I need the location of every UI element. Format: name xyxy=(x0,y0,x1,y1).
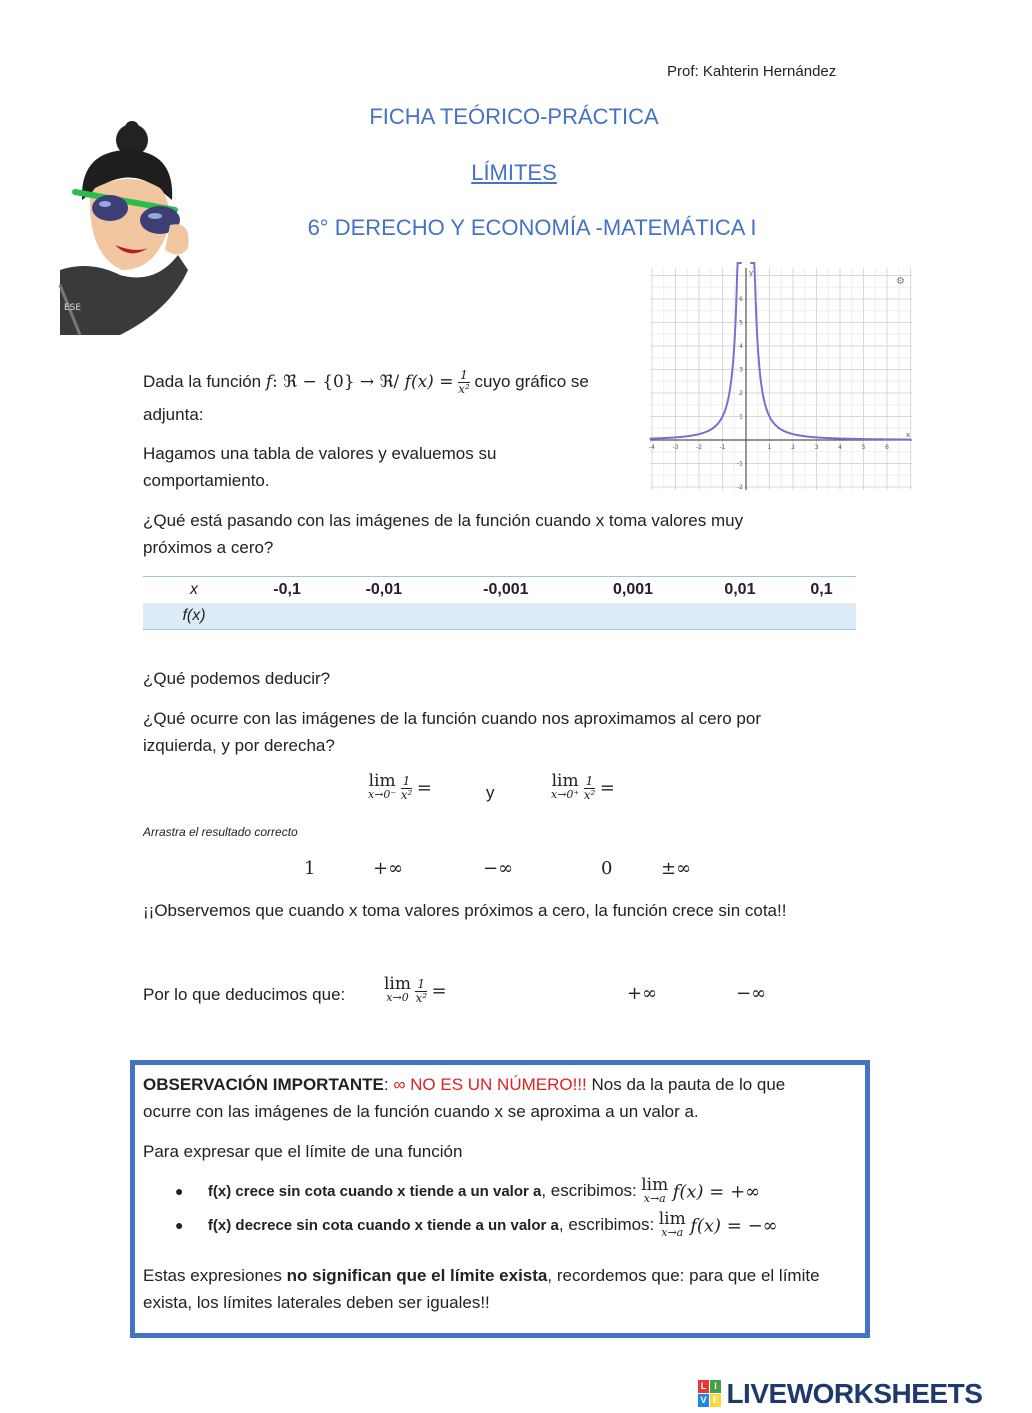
question-deduce: ¿Qué podemos deducir? xyxy=(143,669,331,688)
limit-right-fraction xyxy=(584,775,596,802)
note-line3: Para expresar que el límite de una función xyxy=(143,1142,463,1161)
bullet-1-math: f(x) = +∞ xyxy=(672,1181,761,1203)
deduce-label: Por lo que deducimos que: xyxy=(143,985,346,1004)
note-colon: : xyxy=(383,1075,394,1094)
table-input-fx[interactable] xyxy=(245,603,329,630)
bullet-2-bold: f(x) decrece sin cota cuando x tiende a un valor a xyxy=(207,1217,559,1234)
lim-sub-left: x→0⁻ xyxy=(368,788,397,801)
option-minus-infinity[interactable]: −∞ xyxy=(483,858,514,879)
x-tick-label: -1 xyxy=(719,444,726,451)
drag-hint: Arrastra el resultado correcto xyxy=(143,825,298,839)
svg-text:ESE: ESE xyxy=(64,303,82,313)
bullet-1-bold: f(x) crece sin cota cuando x tiende a un valor a xyxy=(207,1183,542,1200)
title-main: FICHA TEÓRICO-PRÁCTICA xyxy=(369,104,659,129)
table-input-fx[interactable] xyxy=(573,603,693,630)
note-end-line1 xyxy=(143,1262,820,1289)
equals-sign: = xyxy=(431,980,447,1002)
note-end-a: Estas expresiones xyxy=(143,1266,287,1285)
y-tick-label: 3 xyxy=(739,366,743,374)
drop-slot-right[interactable] xyxy=(619,778,649,798)
fraction-denominator: x² xyxy=(458,382,470,397)
fraction-denominator: x² xyxy=(583,787,596,802)
lim-sub-a: x→a xyxy=(661,1225,684,1239)
y-tick-label: -2 xyxy=(737,484,743,491)
x-tick-label: -4 xyxy=(649,444,655,451)
y-axis-label: y xyxy=(749,269,754,277)
lim-word: lim xyxy=(384,974,411,994)
table-cell-x: -0,01 xyxy=(365,581,403,598)
option-zero[interactable]: 0 xyxy=(601,858,613,879)
drop-slot-left[interactable] xyxy=(436,778,466,798)
liveworksheets-logo-icon: L I V E xyxy=(698,1380,722,1408)
note-bullet-1 xyxy=(175,1174,761,1206)
table-input-fx[interactable] xyxy=(439,603,574,630)
title-course: 6° DERECHO Y ECONOMÍA -MATEMÁTICA I xyxy=(307,215,757,240)
x-tick-label: 1 xyxy=(767,444,772,451)
lim-sub-a: x→a xyxy=(643,1191,666,1205)
table-header-x: x xyxy=(190,581,198,598)
note-bullet-2 xyxy=(175,1208,778,1240)
table-cell-x: 0,1 xyxy=(810,581,833,598)
bullet-2-math: f(x) = −∞ xyxy=(690,1215,778,1237)
important-note-box xyxy=(130,1060,870,1338)
teacher-name: Prof: Kahterin Hernández xyxy=(667,63,837,80)
function-name: f xyxy=(265,372,273,392)
fraction-numerator: 1 xyxy=(402,773,411,788)
fraction-numerator: 1 xyxy=(417,976,426,991)
x-tick-label: -2 xyxy=(696,444,702,451)
x-tick-label: 2 xyxy=(791,444,795,451)
table-header-fx: f(x) xyxy=(182,607,206,624)
limit-right-operator xyxy=(551,771,580,802)
y-tick-label: 5 xyxy=(739,319,743,327)
bullet-dot: ● xyxy=(175,1217,184,1233)
option-plus-minus-infinity[interactable]: ±∞ xyxy=(661,858,692,879)
intro-text-c: adjunta: xyxy=(143,405,204,424)
intro-text-b: cuyo gráfico se xyxy=(469,372,589,391)
fraction-numerator: 1 xyxy=(460,368,468,383)
intro-table-line2: comportamiento. xyxy=(143,471,270,490)
fraction-denominator: x² xyxy=(400,787,413,802)
lim-word: lim xyxy=(551,771,579,791)
question-sides-line2: izquierda, y por derecha? xyxy=(143,736,335,755)
note-end-b: , recordemos que: para que el límite xyxy=(547,1266,820,1285)
liveworksheets-wordmark: LIVEWORKSHEETS xyxy=(726,1378,983,1409)
fraction-denominator: x² xyxy=(415,990,428,1005)
x-tick-label: 4 xyxy=(838,444,842,451)
limit-left xyxy=(368,771,466,814)
lim-sub-right: x→0⁺ xyxy=(551,788,580,801)
note-title: OBSERVACIÓN IMPORTANTE xyxy=(143,1075,384,1094)
intro-text-a: Dada la función xyxy=(143,372,266,391)
table-input-fx[interactable] xyxy=(787,603,856,630)
liveworksheets-brand[interactable] xyxy=(698,1378,982,1410)
graph-svg xyxy=(650,268,912,490)
question-zero-line1: ¿Qué está pasando con las imágenes de la función cuando x toma valores muy xyxy=(143,511,744,530)
table-row-fx xyxy=(143,603,856,630)
y-tick-label: 2 xyxy=(739,390,743,397)
x-tick-label: -3 xyxy=(672,444,679,451)
function-fx: f(x) = xyxy=(404,372,454,392)
drop-slot-zero[interactable] xyxy=(451,981,491,1001)
y-tick-label: 1 xyxy=(739,413,743,421)
bullet-1-lim xyxy=(641,1174,669,1206)
title-limites: LÍMITES xyxy=(471,160,557,185)
limit-left-fraction xyxy=(401,775,413,802)
bullet-1-rest: , escribimos: xyxy=(541,1181,637,1200)
table-input-fx[interactable] xyxy=(693,603,787,630)
note-warning: ∞ NO ES UN NÚMERO!!! xyxy=(393,1075,587,1094)
y-tick-label: 6 xyxy=(739,296,743,303)
note-end-bold: no significan que el límite exista xyxy=(286,1266,548,1285)
limit-left-operator xyxy=(368,771,397,802)
limit-right xyxy=(551,771,649,814)
x-tick-label: 6 xyxy=(885,444,889,451)
y-tick-label: 4 xyxy=(739,343,743,350)
function-domain: : ℜ − {0} → ℜ/ xyxy=(272,372,405,392)
table-cell-x: 0,001 xyxy=(612,581,654,598)
y-tick-label: -1 xyxy=(737,460,743,468)
conjunction-y: y xyxy=(486,783,495,802)
bullet-2-rest: , escribimos: xyxy=(558,1215,655,1234)
table-cell-x: -0,001 xyxy=(483,581,529,598)
lim-word: lim xyxy=(641,1174,669,1195)
option-one[interactable]: 1 xyxy=(304,858,316,879)
question-zero-line2: próximos a cero? xyxy=(143,538,274,557)
limit-zero xyxy=(384,974,491,1005)
equals-sign: = xyxy=(416,777,432,799)
x-axis-label: x xyxy=(906,431,911,439)
note-line2: ocurre con las imágenes de la función cuando x se aproxima a un valor a. xyxy=(143,1102,699,1121)
table-cell-x: -0,1 xyxy=(273,581,301,598)
limit-zero-operator xyxy=(384,974,411,1005)
intro-function xyxy=(143,368,643,396)
observe-text: ¡¡Observemos que cuando x toma valores próximos a cero, la función crece sin cota!! xyxy=(143,901,787,920)
option-plus-infinity[interactable]: +∞ xyxy=(373,858,404,879)
table-input-fx[interactable] xyxy=(329,603,438,630)
intro-table-line1: Hagamos una tabla de valores y evaluemos su xyxy=(143,444,497,463)
equals-sign: = xyxy=(599,777,615,799)
note-rest: Nos da la pauta de lo que xyxy=(586,1075,786,1094)
values-table xyxy=(143,576,856,630)
bullet-2-lim xyxy=(658,1208,686,1240)
note-end-line2: exista, los límites laterales deben ser iguales!! xyxy=(143,1293,490,1312)
table-cell-x: 0,01 xyxy=(724,581,756,598)
x-tick-label: 5 xyxy=(861,444,866,451)
fraction-numerator: 1 xyxy=(585,773,594,788)
bullet-dot: ● xyxy=(175,1183,184,1199)
note-line1 xyxy=(143,1071,785,1098)
function-graph xyxy=(650,268,912,490)
lim-sub-zero: x→0 xyxy=(386,991,409,1004)
deduce-option-plus-infinity[interactable]: +∞ xyxy=(627,983,658,1004)
deduce-option-minus-infinity[interactable]: −∞ xyxy=(736,983,767,1004)
limit-zero-fraction xyxy=(415,978,427,1005)
table-row-x xyxy=(143,577,856,604)
x-tick-label: 3 xyxy=(814,444,819,451)
gear-icon: ⚙ xyxy=(896,276,905,287)
function-fraction xyxy=(458,369,470,396)
lim-word: lim xyxy=(368,771,396,791)
question-sides-line1: ¿Qué ocurre con las imágenes de la función cuando nos aproximamos al cero por xyxy=(143,709,762,728)
lim-word: lim xyxy=(658,1208,686,1229)
curve-right-branch xyxy=(750,263,910,440)
